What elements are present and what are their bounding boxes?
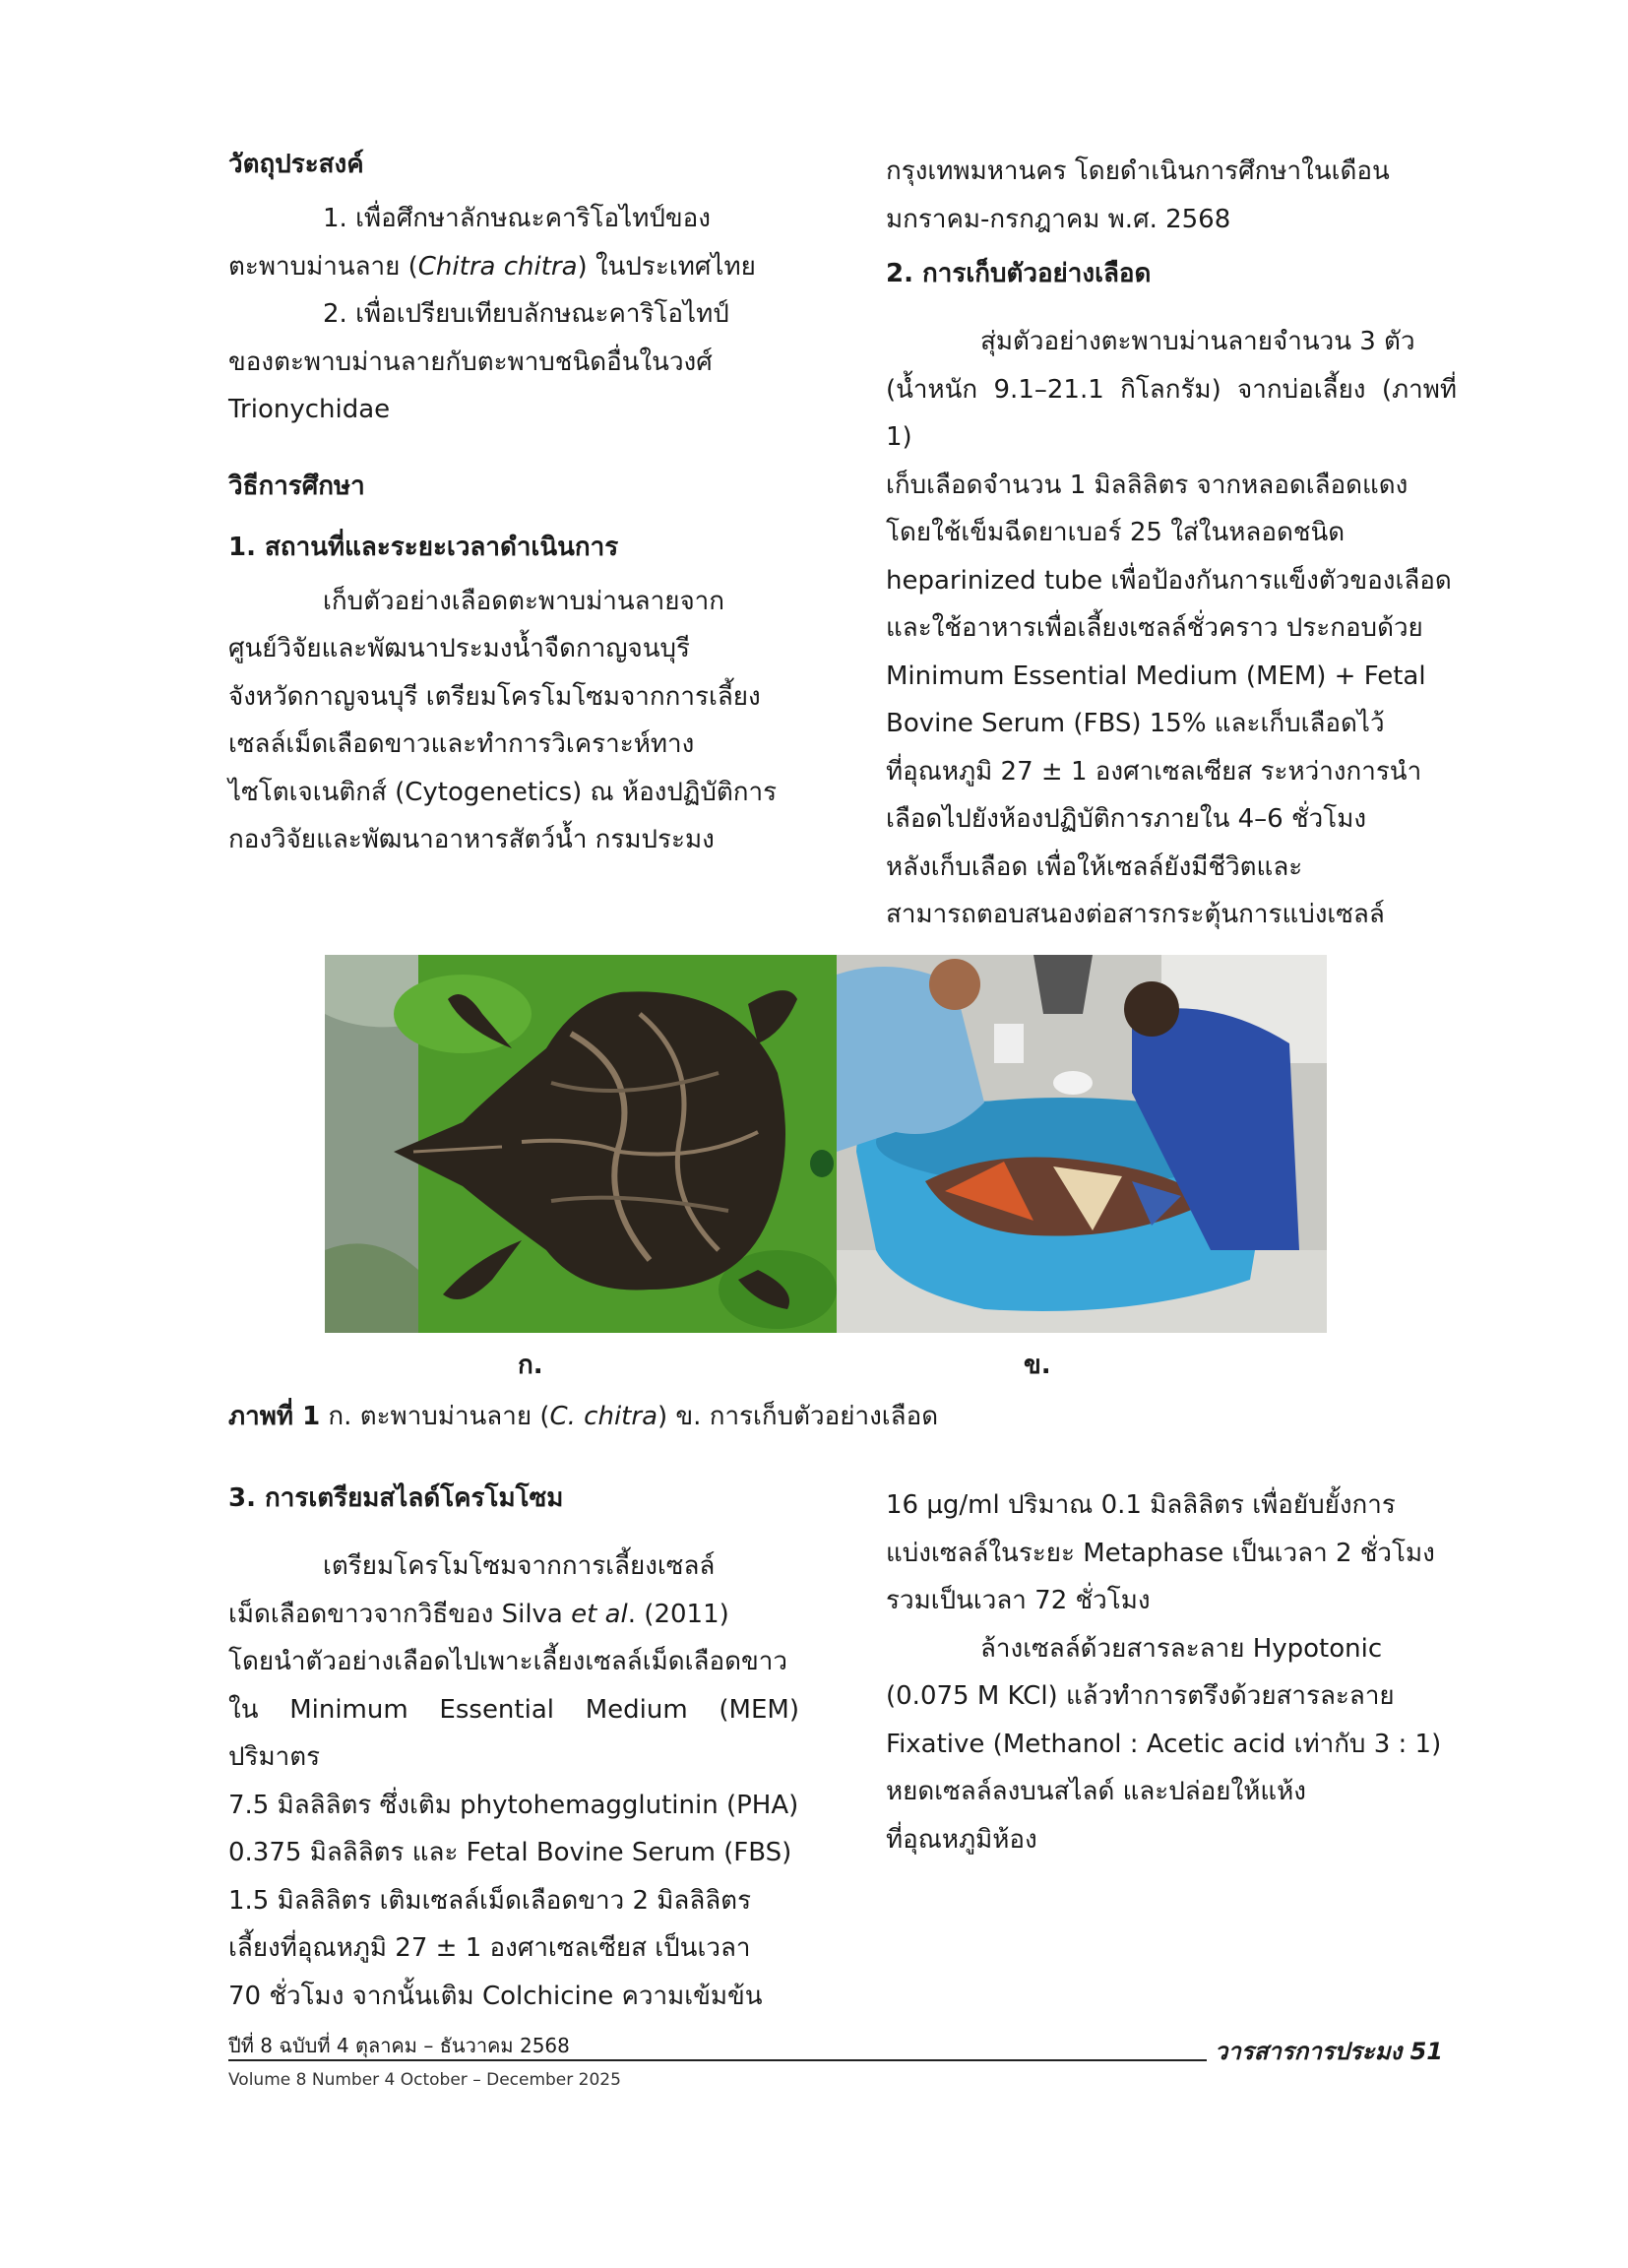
objective-1-line-1: 1. เพื่อศึกษาลักษณะคาริโอไทป์ของ [323,204,711,233]
right-column-top [886,148,1457,939]
colchicine-continuation: รวมเป็นเวลา 72 ชั่วโมง [886,1586,1151,1615]
section-3-line: โดยนำตัวอย่างเลือดไปเพาะเลี้ยงเซลล์เม็ดเลือดขาว [228,1647,787,1676]
section-2-heading: 2. การเก็บตัวอย่างเลือด [886,259,1152,288]
hypotonic-line: ที่อุณหภูมิห้อง [886,1824,1037,1855]
section-2-line: heparinized tube เพื่อป้องกันการแข็งตัวของเลือด [886,565,1452,596]
section-2-line: Minimum Essential Medium (MEM) + Fetal [886,661,1426,691]
section-2-line: สุ่มตัวอย่างตะพาบม่านลายจำนวน 3 ตัว [980,327,1415,356]
section-3-line: ใน Minimum Essential Medium (MEM) ปริมาตร [228,1694,799,1772]
section-3-line: 70 ชั่วโมง จากนั้นเติม Colchicine ความเข้มข้น [228,1981,763,2011]
section-2-line: Bovine Serum (FBS) 15% และเก็บเลือดไว้ [886,709,1385,738]
section-2-line: และใช้อาหารเพื่อเลี้ยงเซลล์ชั่วคราว ประกอบด้วย [886,613,1423,643]
section-1-line: เซลล์เม็ดเลือดขาวและทำการวิเคราะห์ทาง [228,729,695,759]
caption-text: ) ข. การเก็บตัวอย่างเลือด [657,1402,939,1431]
section-3-line: 7.5 มิลลิลิตร ซึ่งเติม phytohemagglutinin (PHA) [228,1790,799,1820]
right-column-bottom [886,1481,1457,1863]
caption-species: C. chitra [549,1402,657,1431]
blood-collection-photo [837,955,1327,1333]
section-2-line: (น้ำหนัก 9.1–21.1 กิโลกรัม) จากบ่อเลี้ยง (ภาพที่ 1) [886,374,1457,452]
left-column-bottom [228,1481,799,2020]
location-continuation: มกราคม-กรกฎาคม พ.ศ. 2568 [886,204,1231,234]
section-3-line: 0.375 มิลลิลิตร และ Fetal Bovine Serum (FBS) [228,1838,792,1867]
caption-text: ก. ตะพาบม่านลาย ( [320,1402,550,1431]
section-3-line: เลี้ยงที่อุณหภูมิ 27 ± 1 องศาเซลเซียส เป็นเวลา [228,1933,751,1963]
section-2-line: เลือดไปยังห้องปฏิบัติการภายใน 4–6 ชั่วโมง [886,804,1367,834]
figure-label-b: ข. [1024,1351,1051,1380]
footer-journal-page: วารสารการประมง 51 [1207,2032,1443,2070]
objective-2-line-3: Trionychidae [228,395,391,424]
figure-caption [228,1400,938,1433]
objective-2-line-2: ของตะพาบม่านลายกับตะพาบชนิดอื่นในวงศ์ [228,346,713,377]
objectives-heading: วัตถุประสงค์ [228,150,364,179]
figure-1 [325,955,1327,1333]
footer-issue-english: Volume 8 Number 4 October – December 2025 [228,2070,621,2090]
figure-label-a: ก. [518,1351,543,1380]
section-2-line: เก็บเลือดจำนวน 1 มิลลิลิตร จากหลอดเลือดแดง [886,470,1409,500]
section-2-line: สามารถตอบสนองต่อสารกระตุ้นการแบ่งเซลล์ [886,900,1385,929]
colchicine-continuation: แบ่งเซลล์ในระยะ Metaphase เป็นเวลา 2 ชั่วโมง [886,1538,1435,1568]
methods-heading: วิธีการศึกษา [228,471,365,501]
section-3-line: เตรียมโครโมโซมจากการเลี้ยงเซลล์ [323,1551,716,1581]
section-2-line: หลังเก็บเลือด เพื่อให้เซลล์ยังมีชีวิตและ [886,851,1303,882]
footer-issue-thai: ปีที่ 8 ฉบับที่ 4 ตุลาคม – ธันวาคม 2568 [228,2034,576,2057]
colchicine-continuation: 16 µg/ml ปริมาณ 0.1 มิลลิลิตร เพื่อยับยั้งการ [886,1490,1396,1520]
section-3-heading: 3. การเตรียมสไลด์โครโมโซม [228,1483,564,1513]
objective-2-line-1: 2. เพื่อเปรียบเทียบลักษณะคาริโอไทป์ [323,299,729,329]
section-2-line: ที่อุณหภูมิ 27 ± 1 องศาเซลเซียส ระหว่างการนำ [886,756,1422,787]
section-1-heading: 1. สถานที่และระยะเวลาดำเนินการ [228,532,619,562]
hypotonic-line: หยดเซลล์ลงบนสไลด์ และปล่อยให้แห้ง [886,1777,1306,1806]
section-3-line: 1.5 มิลลิลิตร เติมเซลล์เม็ดเลือดขาว 2 มิลลิลิตร [228,1885,752,1916]
section-1-line: จังหวัดกาญจนบุรี เตรียมโครโมโซมจากการเลี้ยง [228,681,761,712]
turtle-photo [325,955,837,1333]
caption-label: ภาพที่ 1 [228,1402,321,1431]
hypotonic-line: Fixative (Methanol : Acetic acid เท่ากับ 3 : 1) [886,1729,1442,1759]
objective-1-line-2: ตะพาบม่านลาย (Chitra chitra) ในประเทศไทย [228,251,756,282]
location-continuation: กรุงเทพมหานคร โดยดำเนินการศึกษาในเดือน [886,157,1390,186]
section-1-line: กองวิจัยและพัฒนาอาหารสัตว์น้ำ กรมประมง [228,825,715,854]
section-2-line: โดยใช้เข็มฉีดยาเบอร์ 25 ใส่ในหลอดชนิด [886,518,1346,547]
section-3-line: เม็ดเลือดขาวจากวิธีของ Silva et al. (2011) [228,1599,729,1629]
left-column-top [228,148,799,864]
section-1-line: ศูนย์วิจัยและพัฒนาประมงน้ำจืดกาญจนบุรี [228,634,690,663]
hypotonic-line: ล้างเซลล์ด้วยสารละลาย Hypotonic [980,1633,1383,1664]
section-1-line: เก็บตัวอย่างเลือดตะพาบม่านลายจาก [323,586,725,616]
hypotonic-line: (0.075 M KCl) แล้วทำการตรึงด้วยสารละลาย [886,1681,1395,1711]
section-1-line: ไซโตเจเนติกส์ (Cytogenetics) ณ ห้องปฏิบัติการ [228,777,778,807]
